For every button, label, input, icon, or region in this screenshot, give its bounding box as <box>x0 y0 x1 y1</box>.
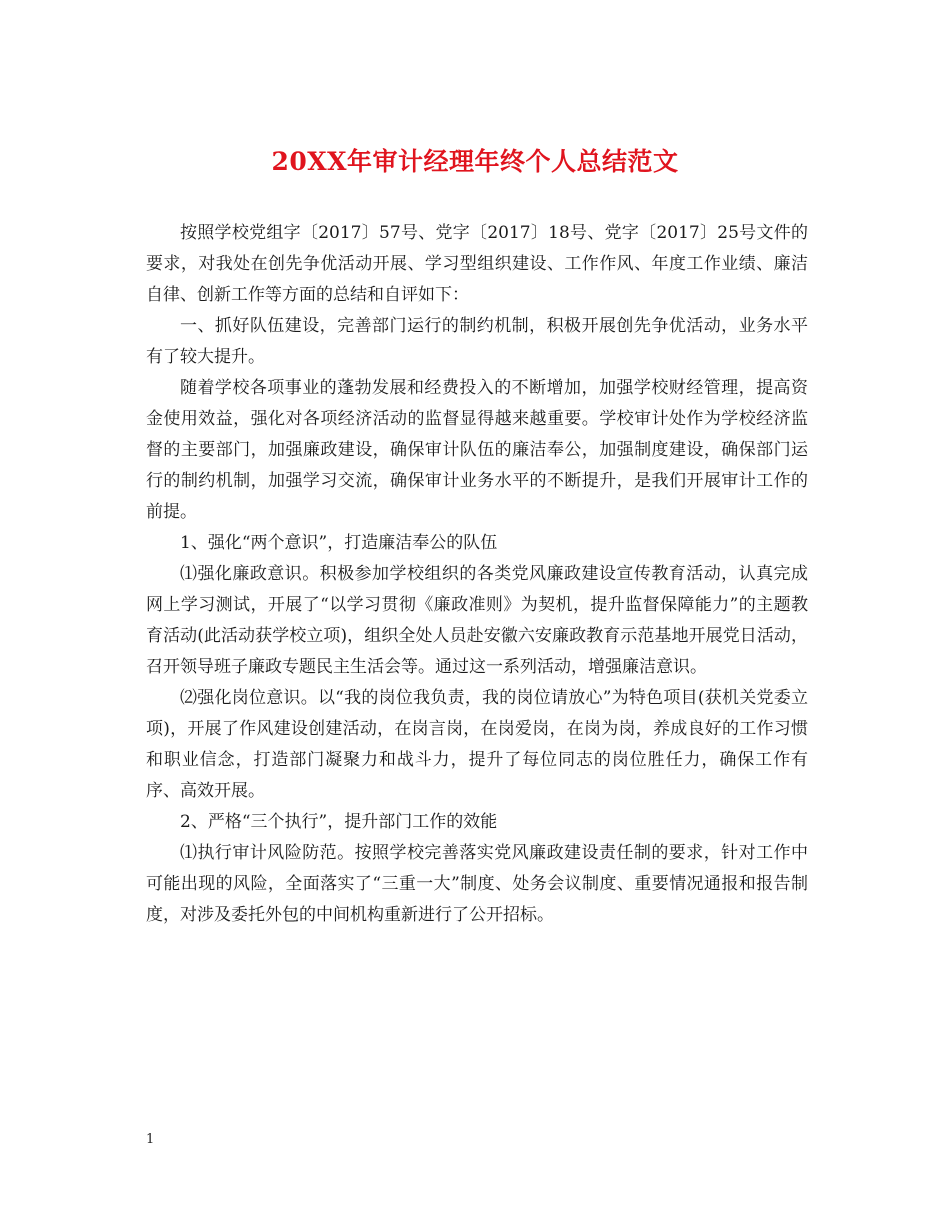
paragraph-subheading-1: 1、强化“两个意识”，打造廉洁奉公的队伍 <box>180 533 498 553</box>
paragraph-item-1-2: ⑵强化岗位意识。以“我的岗位我负责，我的岗位请放心”为特色项目(获机关党委立项)，开展了作风建设创建活动，在岗言岗，在岗爱岗，在岗为岗，养成良好的工作习惯和职业信念，打造部门凝聚力和战斗力，提升了每位同志的岗位胜任力，确保工作有序、高效开展。 <box>146 688 808 801</box>
paragraph-item-2-1: ⑴执行审计风险防范。按照学校完善落实党风廉政建设责任制的要求，针对工作中可能出现的风险，全面落实了“三重一大”制度、处务会议制度、重要情况通报和报告制度，对涉及委托外包的中间机构重新进行了公开招标。 <box>146 843 808 925</box>
document-body <box>146 218 808 931</box>
paragraph-section-1-heading: 一、抓好队伍建设，完善部门运行的制约机制，积极开展创先争优活动，业务水平有了较大提升。 <box>146 316 808 367</box>
paragraph-subheading-2: 2、严格“三个执行”，提升部门工作的效能 <box>180 812 498 832</box>
document-title: 20XX年审计经理年终个人总结范文 <box>271 147 679 176</box>
paragraph-background: 随着学校各项事业的蓬勃发展和经费投入的不断增加，加强学校财经管理，提高资金使用效益，强化对各项经济活动的监督显得越来越重要。学校审计处作为学校经济监督的主要部门，加强廉政建设，确保审计队伍的廉洁奉公，加强制度建设，确保部门运行的制约机制，加强学习交流，确保审计业务水平的不断提升，是我们开展审计工作的前提。 <box>146 378 808 522</box>
paragraph-item-1-1: ⑴强化廉政意识。积极参加学校组织的各类党风廉政建设宣传教育活动，认真完成网上学习测试，开展了“以学习贯彻《廉政准则》为契机，提升监督保障能力”的主题教育活动(此活动获学校立项)，组织全处人员赴安徽六安廉政教育示范基地开展党日活动，召开领导班子廉政专题民主生活会等。通过这一系列活动，增强廉洁意识。 <box>146 564 808 677</box>
paragraph-intro: 按照学校党组字〔2017〕57号、党字〔2017〕18号、党字〔2017〕25号文件的要求，对我处在创先争优活动开展、学习型组织建设、工作作风、年度工作业绩、廉洁自律、创新工作等方面的总结和自评如下： <box>146 223 808 305</box>
page-number: 1 <box>146 1132 155 1147</box>
